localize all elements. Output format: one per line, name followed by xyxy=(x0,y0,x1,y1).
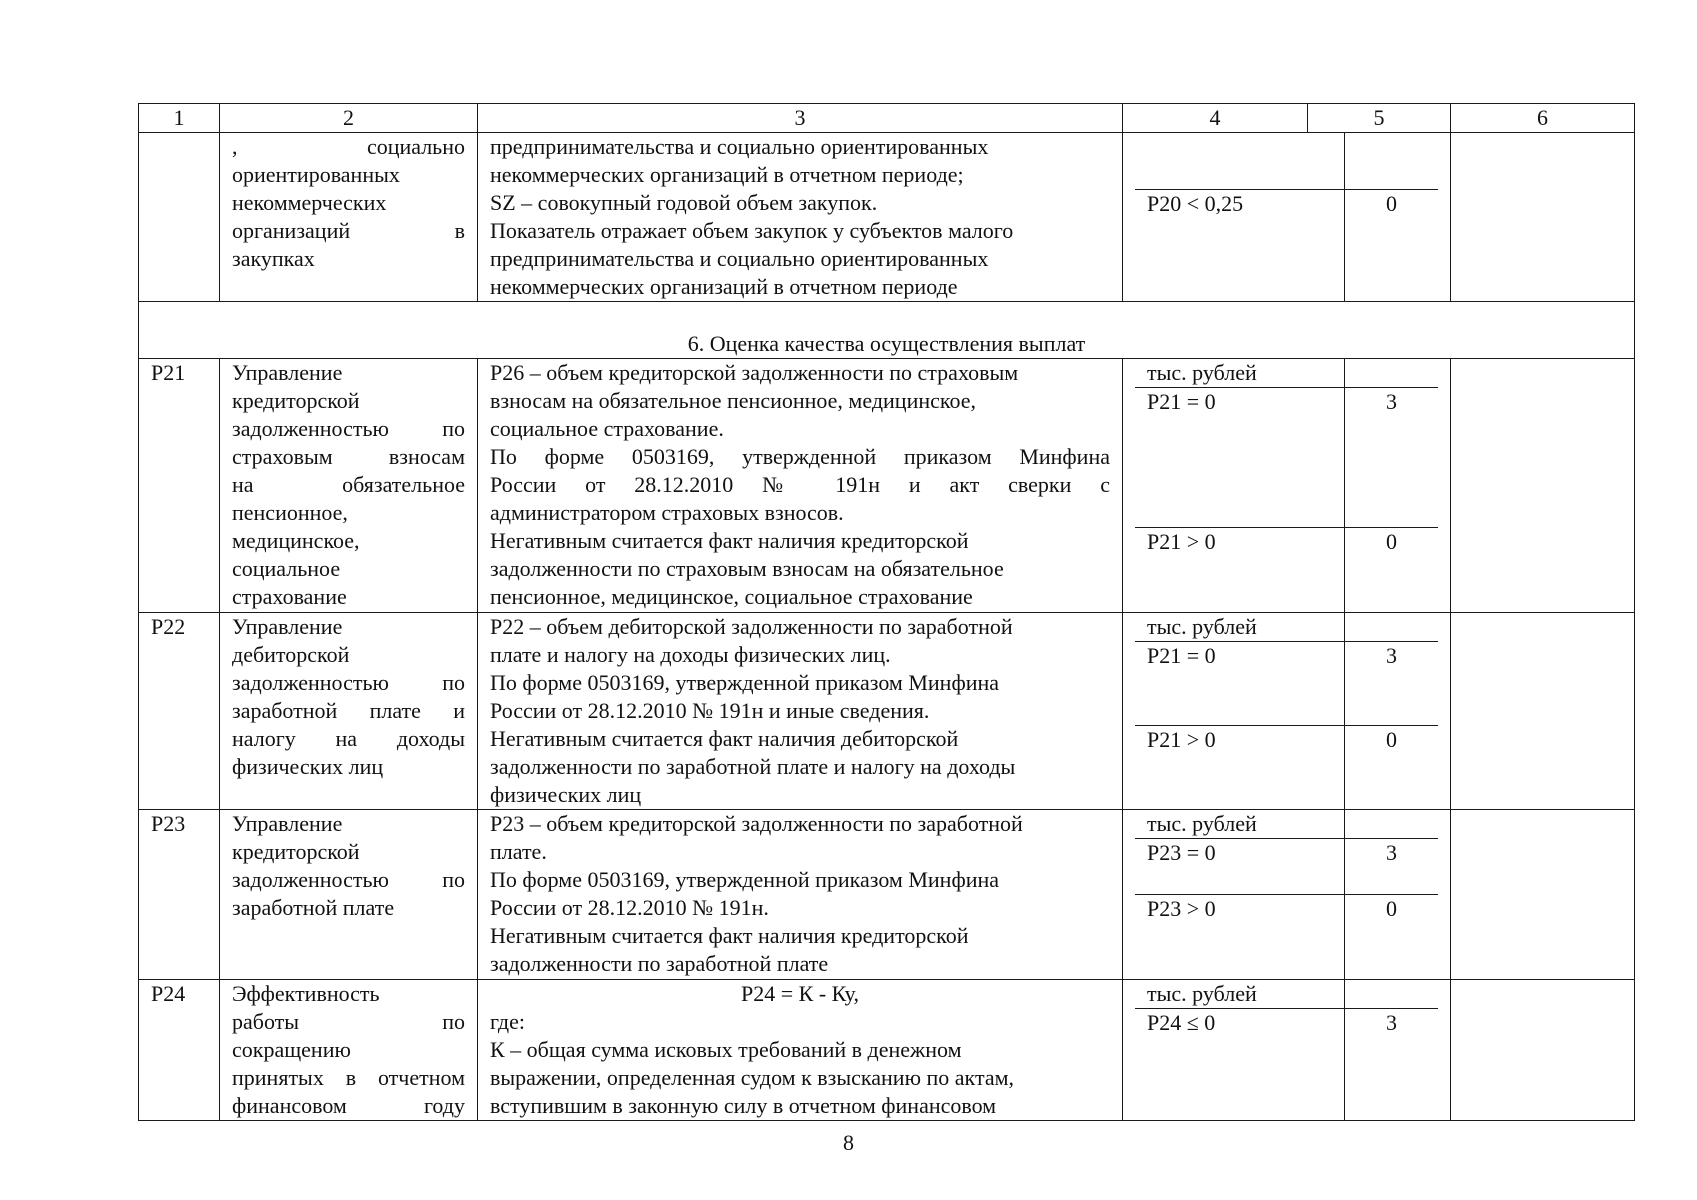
criteria-row xyxy=(1135,641,1438,725)
name-line: задолженностью по xyxy=(232,867,465,892)
column-number: 5 xyxy=(1308,104,1451,133)
criterion: P21 > 0 xyxy=(1135,528,1345,612)
description-line: P22 – объем дебиторской задолженности по заработной xyxy=(490,613,1013,639)
criterion: P24 ≤ 0 xyxy=(1135,1008,1345,1120)
description-line: P26 – объем кредиторской задолженности по страховым xyxy=(490,360,1019,385)
score: 0 xyxy=(1345,725,1439,809)
description-line: По форме 0503169, утвержденной приказом Минфина xyxy=(490,669,1000,695)
criteria-cell xyxy=(1123,979,1451,1121)
criteria-row xyxy=(1135,189,1438,301)
description-line: Негативным считается факт наличия дебиторской xyxy=(490,725,959,751)
description-line: некоммерческих организаций в отчетном периоде xyxy=(490,274,958,299)
column-number-row xyxy=(139,104,1635,133)
criterion: P20 < 0,25 xyxy=(1135,189,1345,301)
criteria-list xyxy=(1135,980,1438,1121)
criteria-row xyxy=(1135,839,1438,895)
criterion xyxy=(1135,133,1345,189)
indicator-name xyxy=(220,979,478,1121)
description-line: К – общая сумма исковых требований в денежном xyxy=(490,1036,962,1062)
criteria-list xyxy=(1135,810,1438,979)
name-line: финансовом году xyxy=(232,1092,465,1118)
description-line: SZ – совокупный годовой объем закупок. xyxy=(490,190,878,215)
criteria-row xyxy=(1135,359,1438,388)
description-line: плате и налогу на доходы физических лиц. xyxy=(490,641,891,667)
name-line: социальное xyxy=(232,556,341,581)
description-line: социальное страхование. xyxy=(490,416,724,441)
score xyxy=(1345,613,1439,642)
description-line: задолженности по страховым взносам на обязательное xyxy=(490,556,1004,581)
criteria-row xyxy=(1135,725,1438,809)
unit-label: тыс. рублей xyxy=(1135,359,1345,388)
indicator-code xyxy=(139,133,220,302)
description-line: России от 28.12.2010 № 191н и акт сверки с xyxy=(490,472,1110,497)
score xyxy=(1345,980,1439,1009)
score: 3 xyxy=(1345,1008,1439,1120)
formula-line: P24 = К - Ку, xyxy=(741,980,859,1006)
name-line: Управление xyxy=(232,613,343,639)
name-line: задолженностью по xyxy=(232,416,465,441)
criteria-row xyxy=(1135,810,1438,839)
name-line: страхование xyxy=(232,584,347,609)
description-line: выражении, определенная судом к взысканию по актам, xyxy=(490,1064,1015,1090)
name-line: Управление xyxy=(232,811,343,836)
table-row xyxy=(139,979,1635,1121)
criteria-cell xyxy=(1123,810,1451,980)
description-line: предпринимательства и социально ориентированных xyxy=(490,134,989,159)
description-line: взносам на обязательное пенсионное, медицинское, xyxy=(490,388,976,413)
page-number: 8 xyxy=(843,1130,854,1155)
indicator-name xyxy=(220,810,478,980)
criteria-row xyxy=(1135,895,1438,979)
score xyxy=(1345,810,1439,839)
indicator-code: P21 xyxy=(139,359,220,613)
name-line: принятых в отчетном xyxy=(232,1064,465,1090)
name-line: кредиторской xyxy=(232,388,360,413)
indicator-description xyxy=(478,810,1123,980)
column-6-cell xyxy=(1451,979,1635,1121)
criteria-row xyxy=(1135,528,1438,612)
name-line: некоммерческих xyxy=(232,190,387,215)
description-line: пенсионное, медицинское, социальное страхование xyxy=(490,584,973,609)
description-line: Негативным считается факт наличия кредиторской xyxy=(490,923,969,948)
description-line: Негативным считается факт наличия кредиторской xyxy=(490,528,969,553)
name-line: задолженностью по xyxy=(232,669,465,695)
indicator-name xyxy=(220,359,478,613)
name-line: работы по xyxy=(232,1008,465,1034)
indicator-code: P24 xyxy=(139,979,220,1121)
column-6-cell xyxy=(1451,359,1635,613)
description-line: По форме 0503169, утвержденной приказом Минфина xyxy=(490,444,1110,469)
column-number: 1 xyxy=(139,104,220,133)
indicator-code: P22 xyxy=(139,612,220,810)
criteria-row xyxy=(1135,1008,1438,1120)
criterion: P21 = 0 xyxy=(1135,388,1345,528)
score: 3 xyxy=(1345,641,1439,725)
section-header-row xyxy=(139,302,1635,359)
criteria-cell xyxy=(1123,612,1451,810)
table-row xyxy=(139,810,1635,980)
criteria-row xyxy=(1135,980,1438,1009)
section-title: 6. Оценка качества осуществления выплат xyxy=(139,302,1635,359)
indicator-name xyxy=(220,612,478,810)
indicator-description xyxy=(478,133,1123,302)
indicator-description xyxy=(478,359,1123,613)
description-line: вступившим в законную силу в отчетном финансовом xyxy=(490,1092,997,1118)
name-line: закупках xyxy=(232,246,315,271)
name-line: организаций в xyxy=(232,218,465,243)
indicator-name xyxy=(220,133,478,302)
criteria-row xyxy=(1135,388,1438,528)
description-line: администратором страховых взносов. xyxy=(490,500,844,525)
name-line: медицинское, xyxy=(232,528,360,553)
description-line: Показатель отражает объем закупок у субъектов малого xyxy=(490,218,1014,243)
description-line: России от 28.12.2010 № 191н и иные сведения. xyxy=(490,697,930,723)
criteria-cell xyxy=(1123,359,1451,613)
description-line: задолженности по заработной плате xyxy=(490,951,829,976)
description-line: По форме 0503169, утвержденной приказом Минфина xyxy=(490,867,1000,892)
description-line: физических лиц xyxy=(490,781,642,807)
name-line: физических лиц xyxy=(232,753,384,779)
column-number: 4 xyxy=(1123,104,1308,133)
score: 3 xyxy=(1345,839,1439,895)
name-line: кредиторской xyxy=(232,839,360,864)
name-line: на обязательное xyxy=(232,472,465,497)
column-number: 6 xyxy=(1451,104,1635,133)
name-line: ориентированных xyxy=(232,162,400,187)
criteria-table xyxy=(138,103,1635,1121)
criterion: P21 = 0 xyxy=(1135,641,1345,725)
name-line: , социально xyxy=(232,134,465,159)
name-line: пенсионное, xyxy=(232,500,348,525)
table-row xyxy=(139,612,1635,810)
name-line: дебиторской xyxy=(232,641,350,667)
column-6-cell xyxy=(1451,612,1635,810)
description-line: P23 – объем кредиторской задолженности по заработной xyxy=(490,811,1023,836)
score: 0 xyxy=(1345,528,1439,612)
criteria-list xyxy=(1135,133,1438,301)
score xyxy=(1345,133,1439,189)
criterion: P23 = 0 xyxy=(1135,839,1345,895)
criteria-list xyxy=(1135,359,1438,612)
criteria-cell xyxy=(1123,133,1451,302)
name-line: страховым взносам xyxy=(232,444,465,469)
criteria-row xyxy=(1135,613,1438,642)
description-line: где: xyxy=(490,1008,525,1034)
unit-label: тыс. рублей xyxy=(1135,613,1345,642)
unit-label: тыс. рублей xyxy=(1135,980,1345,1009)
unit-label: тыс. рублей xyxy=(1135,810,1345,839)
indicator-description xyxy=(478,612,1123,810)
column-number: 2 xyxy=(220,104,478,133)
score: 0 xyxy=(1345,895,1439,979)
name-line: Эффективность xyxy=(232,980,380,1006)
column-6-cell xyxy=(1451,133,1635,302)
name-line: налогу на доходы xyxy=(232,725,465,751)
table-row xyxy=(139,133,1635,302)
score xyxy=(1345,359,1439,388)
name-line: Управление xyxy=(232,360,343,385)
score: 0 xyxy=(1345,189,1439,301)
criterion: P23 > 0 xyxy=(1135,895,1345,979)
name-line: заработной плате xyxy=(232,895,395,920)
column-6-cell xyxy=(1451,810,1635,980)
name-line: сокращению xyxy=(232,1036,351,1062)
table-row xyxy=(139,359,1635,613)
criteria-row xyxy=(1135,133,1438,189)
criterion: P21 > 0 xyxy=(1135,725,1345,809)
score: 3 xyxy=(1345,388,1439,528)
description-line: России от 28.12.2010 № 191н. xyxy=(490,895,769,920)
indicator-description xyxy=(478,979,1123,1121)
indicator-code: P23 xyxy=(139,810,220,980)
criteria-list xyxy=(1135,613,1438,810)
name-line: заработной плате и xyxy=(232,697,465,723)
description-line: предпринимательства и социально ориентированных xyxy=(490,246,989,271)
column-number: 3 xyxy=(478,104,1123,133)
description-line: плате. xyxy=(490,839,547,864)
description-line: некоммерческих организаций в отчетном периоде; xyxy=(490,162,964,187)
description-line: задолженности по заработной плате и налогу на доходы xyxy=(490,753,1016,779)
